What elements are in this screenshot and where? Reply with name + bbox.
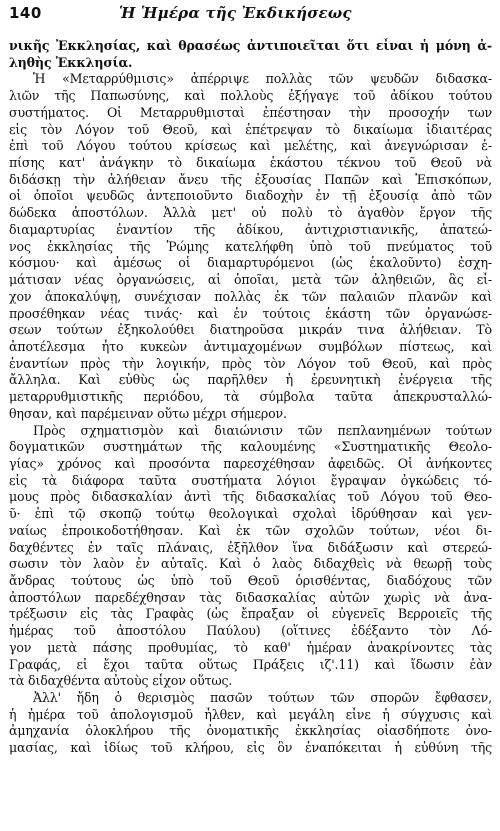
text-line: τρέξωσιν εἰς τὰς Γραφὰς (ὡς ἔπραξαν οἱ εὐγενεῖς Βερροιεῖς τῆς xyxy=(9,606,492,622)
text-line: χον ἀποκαλύψῃ, συνέχισαν πολλὰς ἐκ τῶν παλαιῶν πλανῶν καὶ xyxy=(9,288,492,304)
text-line: μασίας, καὶ ἰδίως τοῦ κλήρου, εἰς ὃν ἐναπόκειται ἡ εὐθύνη τῆς xyxy=(9,740,492,756)
text-line: ἄνδρας τούτους ὡς ὑπὸ τοῦ Θεοῦ ὁρισθέντας, διαδόχους τῶν xyxy=(9,573,492,588)
text-line: διαμαρτυρίας ἐναντίον τῆς ἀδίκου, ἀντιχριστιανικῆς, ἀπατεώ- xyxy=(9,221,492,237)
text-line: ἀμηχανία ὁλοκλήρου τῆς ὀνοματικῆς ἐκκλησίας οἱασδήποτε ὀνο- xyxy=(9,723,492,739)
page-number: 140 xyxy=(9,4,42,22)
text-line: ἀποστόλων παρεδέχθησαν τὰς διδασκαλίας αὐτῶν χωρὶς νὰ ἀνα- xyxy=(9,589,492,605)
text-line: γίας» χρόνος καὶ προσόντα παρεσχέθησαν ἀφειδῶς. Οἱ ἀνήκοντες xyxy=(9,455,492,471)
text-line: ἀποτέλεσμα ἦτο κυκεὼν ἀντιμαχομένων συμβόλων πίστεως, καὶ xyxy=(9,338,492,354)
text-line: δαχθέντες ἐν ταῖς πλάναις, ἐξῆλθον ἵνα διδάξωσιν καὶ στερεώ- xyxy=(9,539,492,555)
text-line: σεων τούτων ἐξηκολούθει διατηροῦσα μικράν τινα ἀλήθειαν. Τὸ xyxy=(9,322,492,338)
text-line: Πρὸς σχηματισμὸν καὶ διαιώνισιν τῶν πεπλανημένων τούτων xyxy=(33,422,492,438)
text-line: πίσης κατ' ἀνάγκην τὸ δικαίωμα ἑκάστου τέκνου τοῦ Θεοῦ νὰ xyxy=(9,155,492,171)
text-line: εἰς τὸν Λόγον τοῦ Θεοῦ, καὶ ἐπέτρεψαν τὸ δικαίωμα ἰδιαιτέρας xyxy=(9,121,492,137)
text-line: Ἀλλ' ἤδη ὁ θερισμὸς πασῶν τούτων τῶν σπορῶν ἔφθασεν, xyxy=(33,690,492,706)
text-line: μους πρὸς διδασκαλίαν ἀντὶ τῆς διδασκαλίας τοῦ Λόγου τοῦ Θεο- xyxy=(9,489,492,505)
page-header xyxy=(9,4,492,38)
text-line: ἡ ἡμέρα τοῦ ἀπολογισμοῦ ἦλθεν, καὶ μεγάλη εἶνε ἡ σύγχυσις καὶ xyxy=(9,706,492,722)
text-line: ἐναντίων πρὸς τὴν λογικήν, πρὸς τὸν Λόγον τοῦ Θεοῦ, καὶ πρὸς xyxy=(9,355,492,371)
text-line: θησαν, καὶ παρέμειναν οὕτω μέχρι σήμερον. xyxy=(9,405,287,421)
text-line: εἰς τὰ διάφορα ταῦτα συστήματα λόγιοι ἔγραψαν ὀγκώδεις τό- xyxy=(9,472,492,488)
text-line: ληθὴς Ἐκκλησία. xyxy=(9,54,133,70)
text-line: συστήματος. Οἱ Μεταρρυθμισταὶ ἐπέστησαν τὴν προσοχήν των xyxy=(9,104,492,120)
text-line: προσέθηκαν νέας τινάς· καὶ ἐν τούτοις ἑκάστη τῶν ὀργανώσε- xyxy=(9,305,492,321)
text-line: ναίως ἐπροικοδοτήθησαν. Καὶ ἐκ τῶν σχολῶν τούτων, νέοι δι- xyxy=(9,522,492,538)
text-line: Ἡ «Μεταρρύθμισις» ἀπέρριψε πολλὰς τῶν ψευδῶν διδασκα- xyxy=(33,71,492,87)
text-line: λιῶν τῆς Παπωσύνης, καὶ πολλοὺς ἐξήγαγε τοῦ ἀδίκου τούτου xyxy=(9,88,492,104)
text-line: δώδεκα ἀποστόλων. Ἀλλὰ μετ' οὐ πολὺ τὸ ἀγαθὸν ἔργον τῆς xyxy=(9,205,492,221)
text-line: μεταρρυθμιστικῆς περιόδου, τὰ σύμβολα ταῦτα ἀπεκρυσταλλώ- xyxy=(9,389,492,405)
text-line: νος ἐκκλησίας τῆς Ῥώμης κατελήφθη ὑπὸ τοῦ πνεύματος τοῦ xyxy=(9,238,492,254)
text-line: τὰ διδαχθέντα αὐτοὺς εἶχον οὕτως. xyxy=(9,673,233,689)
body-text xyxy=(9,38,492,757)
text-line: οἱ ὁποῖοι ψευδῶς ἀντεποιοῦντο διαδοχὴν ἐν τῇ ἐξουσίᾳ ἀπὸ τῶν xyxy=(9,188,492,204)
text-line: σωσιν τὸν λαὸν ἐν αὐταῖς. Καὶ ὁ λαὸς διδαχθεὶς νὰ θεωρῇ τοὺς xyxy=(9,556,492,572)
text-line: ἡμέρας τοῦ ἀποστόλου Παύλου) (οἵτινες ἐδέξαντο τὸν Λό- xyxy=(9,623,492,639)
text-line: γον μετὰ πάσης προθυμίας, τὸ καθ' ἡμέραν ἀνακρίνοντες τὰς xyxy=(9,639,492,655)
text-line: ῦ· ἐπὶ τῷ σκοπῷ τούτῳ θεολογικαὶ σχολαὶ ἱδρύθησαν καὶ γεν- xyxy=(9,506,492,522)
text-line: μάτισαν νέας ὀργανώσεις, αἱ ὁποῖαι, μετὰ τῶν ἀληθειῶν, ἃς εἶ- xyxy=(9,272,492,288)
text-line: διδάσκῃ τὴν ἀλήθειαν ἄνευ τῆς ἐξουσίας Παπῶν καὶ Ἐπισκόπων, xyxy=(9,171,492,187)
text-line: δογματικῶν συστημάτων τῆς καλουμένης «Συστηματικῆς Θεολο- xyxy=(9,439,492,455)
running-head: Ἡ Ἡμέρα τῆς Ἐκδικήσεως xyxy=(119,4,352,22)
text-line: Γραφάς, εἰ ἔχοι ταῦτα οὕτως Πράξεις ιζ'.11) καὶ ἴδωσιν ἐὰν xyxy=(9,656,492,672)
text-line: ἐπὶ τοῦ Λόγου τούτου κρίσεως καὶ μελέτης, καὶ ἀνεγνώρισαν ἐ- xyxy=(9,138,492,154)
text-line: νικῆς Ἐκκλησίας, καὶ θρασέως ἀντιποιεῖται ὅτι εἶναι ἡ μόνη ἀ- xyxy=(9,38,492,53)
text-line: ἄλληλα. Καὶ εὐθὺς ὡς παρῆλθεν ἡ ἐρευνητικὴ ἐνέργεια τῆς xyxy=(9,372,492,388)
text-line: κόσμου· καὶ ἀμέσως οἱ διαμαρτυρόμενοι (ὡς ἐκαλοῦντο) ἐσχη- xyxy=(9,255,492,271)
